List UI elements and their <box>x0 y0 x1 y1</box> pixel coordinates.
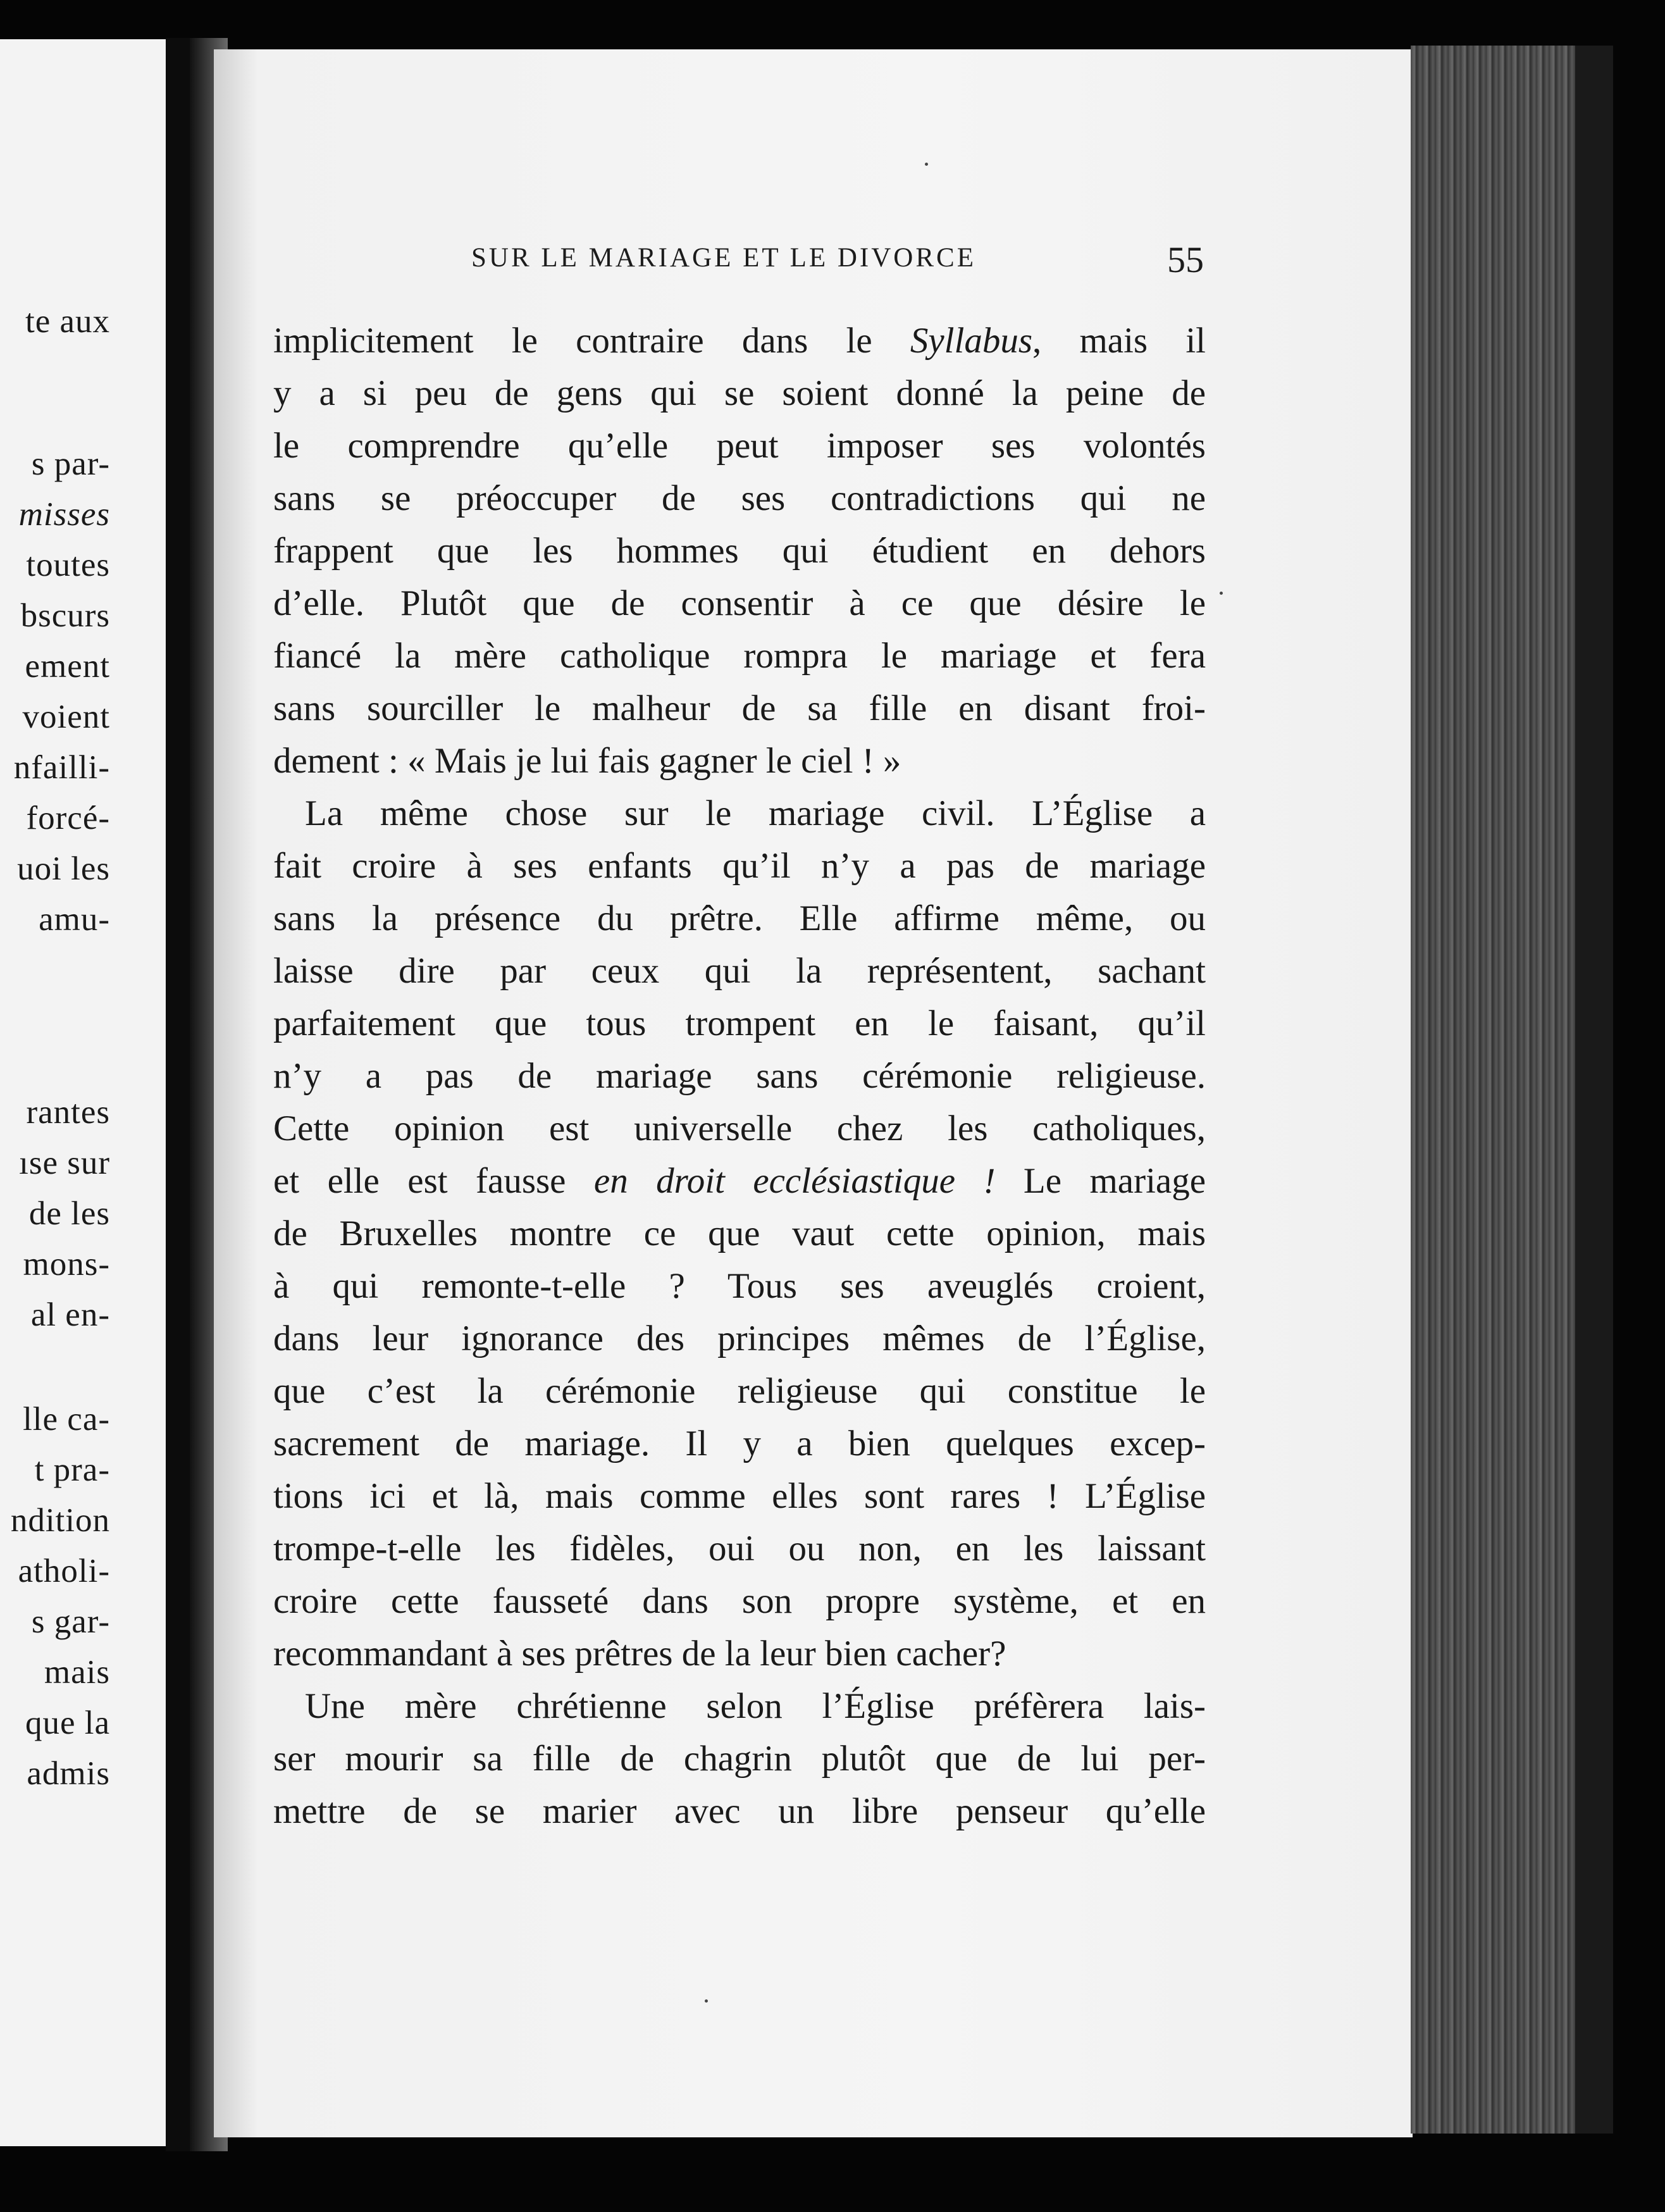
text-line: de Bruxelles montre ce que vaut cette opinion, mais <box>273 1214 1206 1253</box>
text-run: implicitement le contraire dans le <box>273 321 910 361</box>
text-line: croire cette fausseté dans son propre système, et en <box>273 1581 1206 1621</box>
text-line <box>273 1159 1206 1203</box>
print-speck <box>705 1999 708 2003</box>
text-line: n’y a pas de mariage sans cérémonie religieuse. <box>273 1056 1206 1096</box>
text-line: Cette opinion est universelle chez les catholiques, <box>273 1109 1206 1148</box>
text-line: sans se préoccuper de ses contradictions qui ne <box>273 478 1206 518</box>
paragraph-first-line: La même chose sur le mariage civil. L’Église a <box>305 793 1206 833</box>
left-page-line: te aux <box>25 303 110 340</box>
text-line: le comprendre qu’elle peut imposer ses volontés <box>273 426 1206 466</box>
text-line: fiancé la mère catholique rompra le mariage et fera <box>273 636 1206 676</box>
text-line: laisse dire par ceux qui la représentent, sachant <box>273 951 1206 991</box>
fore-edge-shadow <box>1575 46 1613 2134</box>
left-page-line: ndition <box>10 1502 110 1539</box>
left-page-line: al en- <box>30 1296 110 1333</box>
text-line: sans la présence du prêtre. Elle affirme même, ou <box>273 898 1206 938</box>
left-page-line: misses <box>18 496 110 533</box>
left-page-line: mais <box>44 1654 110 1691</box>
left-page-line: ıse sur <box>19 1145 110 1181</box>
text-line: ser mourir sa fille de chagrin plutôt que de lui per- <box>273 1739 1206 1779</box>
left-facing-page <box>0 39 166 2146</box>
text-run: et elle est fausse <box>273 1161 594 1201</box>
left-page-line: voient <box>22 699 110 735</box>
left-page-line: toutes <box>26 547 110 583</box>
left-page-line: lle ca- <box>23 1401 110 1438</box>
left-page-line: uoi les <box>17 850 110 887</box>
text-line: sacrement de mariage. Il y a bien quelques excep- <box>273 1424 1206 1463</box>
page-number: 55 <box>1167 239 1204 280</box>
text-line: frappent que les hommes qui étudient en dehors <box>273 531 1206 571</box>
left-page-line: rantes <box>26 1094 110 1131</box>
running-head: SUR LE MARIAGE ET LE DIVORCE <box>471 243 976 273</box>
left-page-line: s gar- <box>31 1603 110 1640</box>
left-page-line: mons- <box>23 1246 110 1283</box>
paragraph-first-line: Une mère chrétienne selon l’Église préfèrera lais- <box>305 1686 1206 1726</box>
italic-term-syllabus: Syllabus <box>910 321 1033 361</box>
text-line: y a si peu de gens qui se soient donné la peine de <box>273 373 1206 413</box>
text-run: Le mariage <box>995 1161 1206 1201</box>
left-page-line: s par- <box>31 445 110 482</box>
text-line: parfaitement que tous trompent en le faisant, qu’il <box>273 1003 1206 1043</box>
left-page-line: nfailli- <box>13 749 110 786</box>
italic-phrase: en droit ecclésiastique ! <box>593 1161 996 1201</box>
text-line: tions ici et là, mais comme elles sont rares ! L’Église <box>273 1476 1206 1516</box>
text-line: fait croire à ses enfants qu’il n’y a pas de mariage <box>273 846 1206 886</box>
page-fore-edge <box>1411 46 1575 2134</box>
left-page-line: atholi- <box>18 1553 110 1589</box>
text-line: dans leur ignorance des principes mêmes de l’Église, <box>273 1319 1206 1358</box>
left-page-line: bscurs <box>20 597 110 634</box>
text-line: que c’est la cérémonie religieuse qui constitue le <box>273 1371 1206 1411</box>
left-page-line: t pra- <box>34 1451 110 1488</box>
text-line: mettre de se marier avec un libre penseur qu’elle <box>273 1791 1206 1831</box>
left-page-line: forcé- <box>26 800 110 836</box>
left-page-line: ement <box>25 648 110 685</box>
text-line: d’elle. Plutôt que de consentir à ce que désire le <box>273 583 1206 623</box>
text-line: trompe-t-elle les fidèles, oui ou non, en les laissant <box>273 1529 1206 1569</box>
text-line <box>273 319 1206 363</box>
text-line: sans sourciller le malheur de sa fille en disant froi- <box>273 688 1206 728</box>
print-speck <box>1220 592 1223 595</box>
left-page-line: amu- <box>39 901 110 938</box>
text-line: recommandant à ses prêtres de la leur bien cacher? <box>273 1634 1006 1674</box>
left-page-line: admis <box>27 1755 110 1792</box>
text-run: , mais il <box>1032 321 1206 361</box>
print-speck <box>925 163 928 166</box>
left-page-line: que la <box>25 1705 110 1741</box>
left-page-line: de les <box>28 1195 110 1232</box>
text-line: à qui remonte-t-elle ? Tous ses aveuglés croient, <box>273 1266 1206 1306</box>
text-line: dement : « Mais je lui fais gagner le ciel ! » <box>273 741 901 781</box>
